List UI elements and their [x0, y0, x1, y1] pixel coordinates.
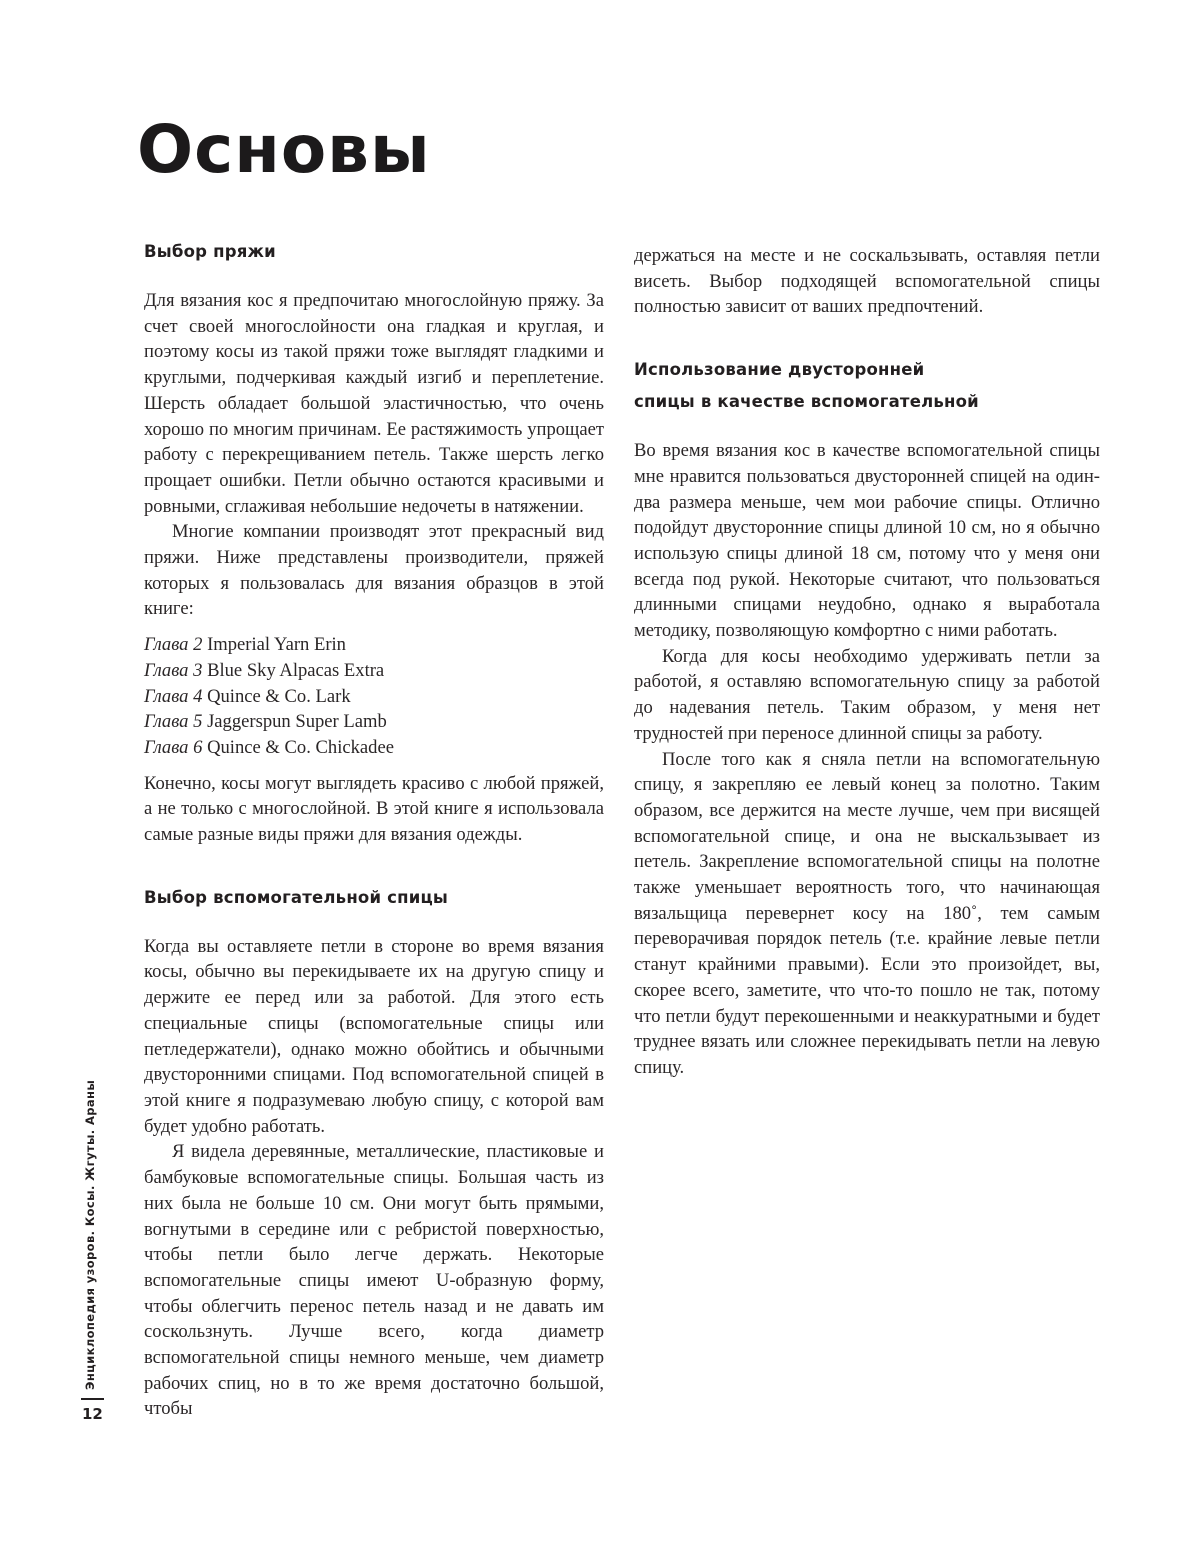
paragraph: После того как я сняла петли на вспомогательную спицу, я закрепляю ее левый конец за полотно. Таким образом, все держится на месте лучше, чем при висящей вспомогательной спице, и она не выскальзывает из петель. Закрепление вспомогательной спицы на полотне также уменьшает вероятность того, что начинающая вязальщица перевернет косу на 180˚, тем самым переворачивая порядок петель (т.е. крайние левые петли станут крайними правыми). Если это произойдет, вы, скорее всего, заметите, что что-то пошло не так, потому что петли будут перекошенными и неаккуратными и будет труднее вязать или сложнее перекидывать петли на левую спицу.: [634, 748, 1100, 1078]
heading-line: спицы в качестве вспомогательной: [634, 392, 979, 412]
yarn-name: Quince & Co. Lark: [207, 685, 351, 707]
yarn-list-item: [144, 658, 604, 684]
chapter-ref: Глава 6: [144, 736, 203, 758]
page-number: 12: [82, 1405, 103, 1423]
section-heading-cable-needle-choice: Выбор вспомогательной спицы: [144, 887, 449, 907]
right-column: [634, 243, 1100, 1081]
paragraph: Многие компании производят этот прекрасный вид пряжи. Ниже представлены производители, пряжей которых я пользовалась для вязания образцов в этой книге:: [144, 521, 604, 620]
paragraph: Во время вязания кос в качестве вспомогательной спицы мне нравится пользоваться двусторонней спицей на один-два размера меньше, чем мои рабочие спицы. Отлично подойдут двусторонние спицы длиной 10 см, но я обычно использую спицы длиной 18 см, потому что у меня они всегда под рукой. Некоторые считают, что пользоваться длинными спицами неудобно, однако я выработала методику, позволяющую комфортно с ними работать.: [634, 440, 1100, 642]
paragraph: Конечно, косы могут выглядеть красиво с любой пряжей, а не только с многослойной. В этой книге я использовала самые разные виды пряжи для вязания одежды.: [144, 772, 604, 846]
left-column: [144, 236, 604, 1422]
yarn-list-item: [144, 735, 604, 761]
heading-line: Использование двусторонней: [634, 360, 925, 380]
yarn-name: Jaggerspun Super Lamb: [207, 711, 387, 733]
yarn-list-item: [144, 632, 604, 658]
side-caption: Энциклопедия узоров. Косы. Жгуты. Араны: [83, 1079, 97, 1390]
section-heading-yarn-choice: Выбор пряжи: [144, 242, 276, 261]
yarn-list: [144, 632, 604, 761]
yarn-name: Imperial Yarn Erin: [207, 634, 346, 656]
yarn-list-item: [144, 684, 604, 710]
yarn-list-item: [144, 709, 604, 735]
chapter-ref: Глава 4: [144, 685, 203, 707]
paragraph-continuation: держаться на месте и не соскальзывать, оставляя петли висеть. Выбор подходящей вспомогательной спицы полностью зависит от ваших предпочтений.: [634, 245, 1100, 318]
page-number-rule: [81, 1398, 104, 1400]
paragraph: Когда вы оставляете петли в стороне во время вязания косы, обычно вы перекидываете их на другую спицу и держите ее перед или за работой. Для этого есть специальные спицы (вспомогательные спицы или петледержатели), однако можно обойтись и обычными двусторонними спицами. Под вспомогательной спицей в этой книге я подразумеваю любую спицу, с которой вам будет удобно работать.: [144, 935, 604, 1137]
paragraph: Когда для косы необходимо удерживать петли за работой, я оставляю вспомогательную спицу за работой до надевания петель. Таким образом, у меня нет трудностей при переносе длинной спицы за работу.: [634, 645, 1100, 744]
paragraph: Я видела деревянные, металлические, пластиковые и бамбуковые вспомогательные спицы. Большая часть из них была не больше 10 см. Они могут быть прямыми, вогнутыми в середине или с ребристой поверхностью, чтобы петли было легче держать. Некоторые вспомогательные спицы имеют U-образную форму, чтобы облегчить перенос петель назад и не давать им соскользнуть. Лучше всего, когда диаметр вспомогательной спицы немного меньше, чем диаметр рабочих спиц, но в то же время достаточно большой, чтобы: [144, 1141, 604, 1420]
yarn-name: Blue Sky Alpacas Extra: [207, 659, 385, 681]
page-title: Основы: [137, 111, 431, 188]
chapter-ref: Глава 3: [144, 659, 203, 681]
yarn-name: Quince & Co. Chickadee: [207, 736, 394, 758]
section-heading-dpn-as-cable-needle: [634, 354, 1100, 418]
paragraph: Для вязания кос я предпочитаю многослойную пряжу. За счет своей многослойности она гладкая и круглая, и поэтому косы из такой пряжи тоже выглядят гладкими и круглыми, подчеркивая каждый изгиб и переплетение. Шерсть обладает большой эластичностью, что очень хорошо по многим причинам. Ее растяжимость упрощает работу с перекрещиванием петель. Также шерсть легко прощает ошибки. Петли обычно остаются красивыми и ровными, сглаживая небольшие недочеты в натяжении.: [144, 290, 604, 517]
chapter-ref: Глава 2: [144, 634, 203, 656]
chapter-ref: Глава 5: [144, 711, 203, 733]
